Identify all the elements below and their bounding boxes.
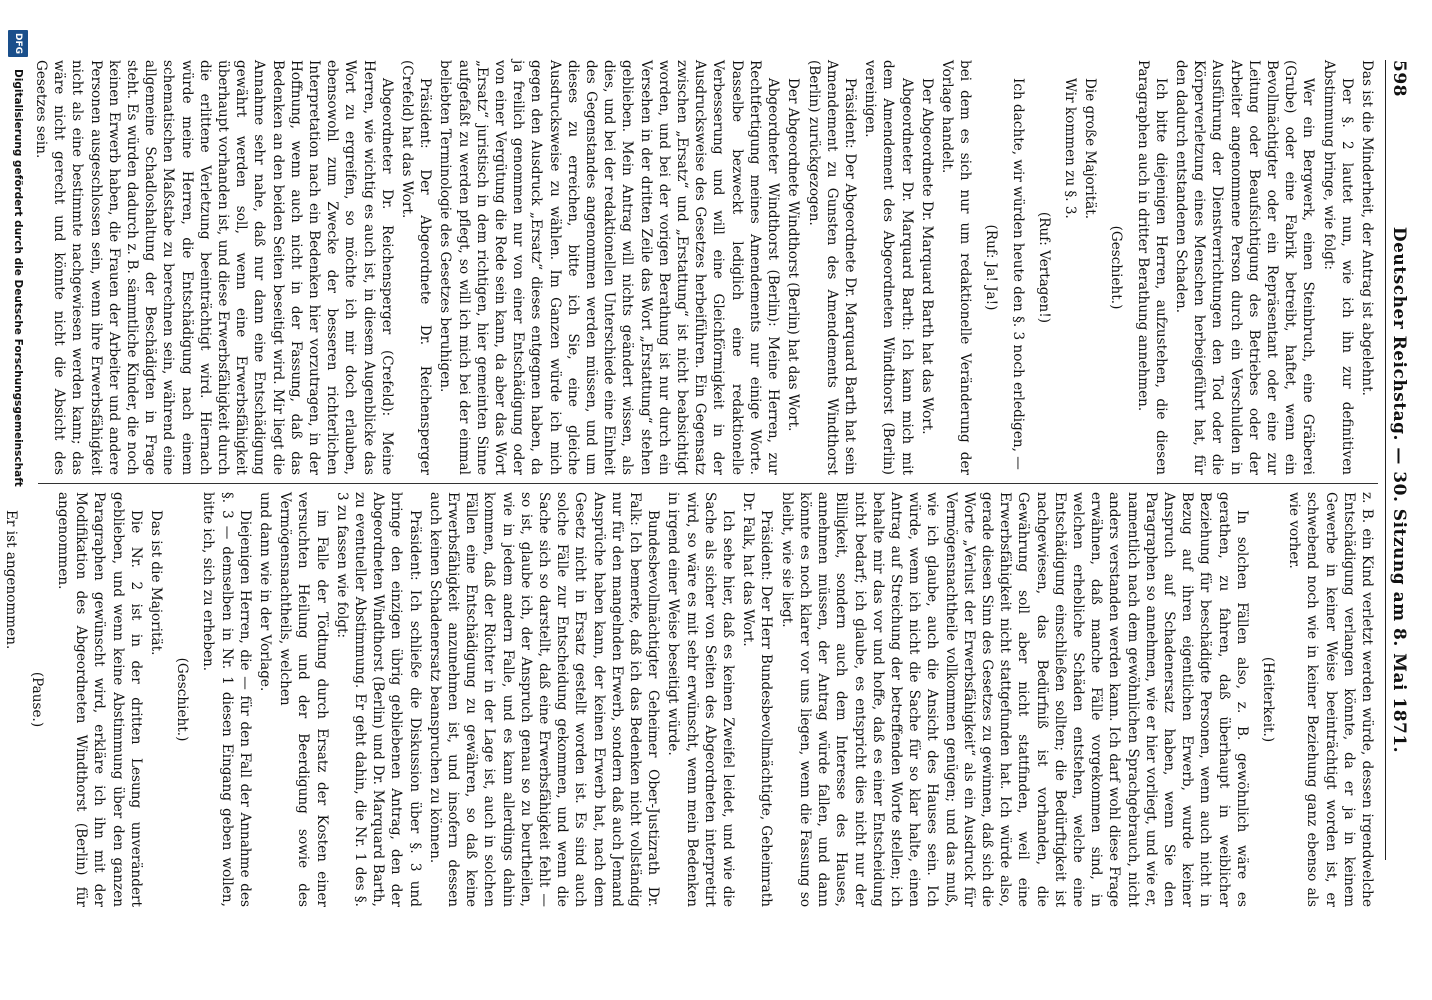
header-rule [1385,60,1386,860]
quoted-law-text: Wer ein Bergwerk, einen Steinbruch, eine Gräberei (Grube) oder eine Fabrik betreibt, haftet, wenn ein Bevollmächtigter oder ein Repräsentant oder eine zur Leitung oder Beaufsichtigung des Betriebes oder der Arbeiter angenommene Person durch ein Verschulden in Ausführung der Dienstverrichtungen den Tod oder die Körperverletzung eines Menschen herbeigeführt hat, für den dadurch entstandenen Schaden. [1172,60,1317,475]
digitization-credit: Digitalisierung gefördert durch die Deutsche Forschungsgemeinschaft [12,69,24,487]
page-header [1390,60,1426,860]
stage-direction: (Ruf: Vertagen!) [1035,211,1052,324]
left-column [32,60,1376,475]
right-column [2,492,1376,907]
speech-paragraph: Präsident: Ich schließe die Diskussion über §. 3 und bringe den einzigen übrig gebliebenen Antrag, den der Abgeordneten Windthorst (Berlin) und Dr. Marquard Barth, zu eventueller Abstimmung. Er geht dahin, die Nr. 1 des §. 3 zu fassen wie folgt: [333,492,423,907]
speech-paragraph: Präsident: Der Herr Bundesbevollmächtigte, Geheimrath Dr. Falk, hat das Wort. [740,492,775,907]
stage-direction: (Ruf: Ja! Ja!) [983,224,1000,311]
paragraph: Er ist angenommen. [2,510,19,650]
stage-direction: (Geschieht.) [1108,225,1125,310]
paragraph: Wir kommen zu §. 3. [1061,78,1078,219]
page-number: 598 [1389,60,1410,97]
paragraph: Die große Majorität. [1082,78,1099,220]
paragraph: z. B. ein Kind verletzt werden würde, dessen irgendwelche Entschädigung verlangen könnte, da er ja in keinem Gewerbe in keiner Weise beeinträchtigt worden ist, er schwebend noch wie in keiner Beziehung ganz ebenso als wie vorher. [1286,492,1375,907]
speech-paragraph: Präsident: Der Abgeordnete Dr. Reichensperger (Crefeld) hat das Wort. [399,60,434,475]
paragraph: In solchen Fällen also, z. B. gewöhnlich wäre es gerathen, zu fahren, daß überhaupt in weiblicher Beziehung für beschädigte Personen, wenn auch nicht in Bezug auf ihren eigentlichen Erwerb, wurde keiner Anspruch auf Schadenersatz haben, wenn Sie den Paragraphen so annehmen, wie er hier vorliegt, und wie er, namentlich nach dem gewöhnlichen Sprachgebrauch, nicht anders verstanden werden kann. Ich darf wohl diese Frage erwähnen, daß manche Fälle vorgekommen sind, in welchen erhebliche Schäden entstehen, welche eine Entschädigung einschließen sollten; die Bedürftigkeit ist nachgewiesen, das Bedürfniß ist vorhanden, die Gewährung soll aber nicht stattfinden, weil eine Erwerbsfähigkeit nicht stattgefunden hat. Ich würde also, gerade diesen Sinn des Gesetzes zu gewinnen, daß sich die Worte „Verlust der Erwerbsfähigkeit“ als ein Ausdruck für Vermögensnachtheile vollkommen genügen; und das muß, wie ich glaube, auch die Ansicht des Hauses sein. Ich würde, wenn ich nicht die Sache für so klar halte, einen Antrag auf Streichung der betreffenden Worte stellen; ich behalte mir das vor und hoffe, daß es einer Entscheidung nicht bedarf; ich glaube, es entspricht dies nicht nur der Billigkeit, sondern auch dem Interesse des Hauses, annehmen müssen, der Antrag würde fallen, und dann könnte es noch klarer vor uns liegen, wenn die Fassung so bleibt, wie sie liegt. [778,492,1250,907]
speech-paragraph: Abgeordneter Dr. Reichensperger (Crefeld): Meine Herren, wie wichtig es auch ist, in diesem Augenblicke das Wort zu ergreifen, so möchte ich mir doch erlauben, ebensowohl zum Zwecke der besseren richterlichen Interpretation nach ein Bedenken hier vorzutragen, in der Hoffnung, wenn auch nicht in der Fassung, daß das Bedenken an den beiden Seiten beseitigt wird. Mir liegt die Annahme sehr nahe, daß nur dann eine Entschädigung gewährt werden soll, wenn eine Erwerbsfähigkeit überhaupt vorhanden ist, und diese Erwerbsfähigkeit durch die erlittene Verletzung beeinträchtigt wird. Hiernach würde meine Herren, die Entschädigung nach einem schematischen Maßstabe zu berechnen sein, während eine allgemeine Schadloshaltung der Beschädigten in Frage steht. Es würden dadurch z. B. sämmtliche Kinder, die noch keinen Erwerb haben, die Frauen der Arbeiter und andere Personen ausgeschlossen sein, wenn ihre Erwerbsfähigkeit nicht als eine bestimmte nachgewiesen werden kann; das wäre nicht gerecht und könnte nicht die Absicht des Gesetzes sein. [32,60,395,475]
speech-paragraph: Bundesbevollmächtigter Geheimer Ober-Justizrath Dr. Falk: Ich bemerke, daß ich das Bedenken nicht vollständig nur für den mangelnden Erwerb, sondern daß auch Jemand Ansprüche haben kann, der keinen Erwerb hat, nach dem Gesetz nicht in Ersatz gestellt worden ist. Es sind auch solche Fälle zur Entscheidung gekommen, und wenn die Sache sich so darstellt, daß eine Erwerbsfähigkeit fehlt — so ist, glaube ich, der Anspruch genau so zu beurtheilen, wie in jedem andern Falle, und es kann allerdings dahin kommen, daß der Richter in der Lage ist, auch in solchen Fällen eine Entschädigung zu gewähren, so daß keine Erwerbsfähigkeit anzunehmen ist, und insofern dessen auch keinen Schadenersatz beanspruchen zu können. [426,492,662,907]
stage-direction: (Geschieht.) [174,657,191,742]
paragraph: Ich bitte diejenigen Herren, aufzustehen, die diesen Paragraphen auch in dritter Berathung annehmen. [1134,60,1169,475]
dfg-logo: DFG [8,30,28,57]
paragraph: und dann wie in der Vorlage. [257,492,274,692]
paragraph: Der Abgeordnete Windthorst (Berlin) hat das Wort. [785,78,802,432]
stage-direction: (Pause.) [28,671,45,728]
digitization-footer [8,30,28,990]
speech-paragraph: Präsident: Der Abgeordnete Dr. Marquard Barth hat sein Amendement zu Gunsten des Amendements Windthorst (Berlin) zurückgezogen. [805,60,858,475]
speech-paragraph: Abgeordneter Dr. Marquard Barth: Ich kann mich mit dem Amendement des Abgeordneten Windthorst (Berlin) vereinigen. [862,60,915,475]
quoted-law-text: im Falle der Tödtung durch Ersatz der Kosten einer versuchten Heilung und der Beerdigung sowie des Vermögensnachtheils, welchen [277,492,330,907]
speech-paragraph: Abgeordneter Windthorst (Berlin): Meine Herren, zur Rechtfertigung meines Amendements nur einige Worte. Dasselbe bezweckt lediglich eine redaktionelle Verbesserung und will eine Gleichförmigkeit in der Ausdrucksweise des Gesetzes herbeiführen. Ein Gegensatz zwischen „Ersatz“ und „Erstattung“ ist nicht beabsichtigt worden, und bei der vorigen Berathung ist nur durch ein Versehen in der dritten Zeile das Wort „Erstattung“ stehen geblieben. Mein Antrag will nichts geändert wissen, als dies, und bei der redaktionellen Unterschiede eine Einheit des Gegenstandes angenommen werden müssen, und um dieses zu erreichen, bitte ich Sie, eine gleiche Ausdrucksweise zu wählen. Im Ganzen würde ich mich gegen den Ausdruck „Ersatz“ dieses entgegnen haben, da ja freilich genommen nur von einer Entschädigung oder von einer Vergütung die Rede sein kann, da aber das Wort „Ersatz“ juristisch in dem richtigen, hier gemeinten Sinne aufgefaßt zu werden pflegt, so will ich mich bei der einmal beliebten Terminologie des Gesetzes beruhigen. [437,60,782,475]
paragraph: Ich dachte, wir würden heute den §. 3 noch erledigen, — [1009,78,1026,470]
paragraph: Der Abgeordnete Dr. Marquard Barth hat das Wort. [918,78,935,435]
paragraph: Das ist die Minderheit, der Antrag ist abgelehnt. [1359,60,1375,396]
paragraph: Das ist die Majorität. [148,510,164,656]
paragraph: Ich sehe hier, daß es keinen Zweifel leidet, und wie die Sache als sicher von Seiten des Abgeordneten interpretirt wird, so wäre es mit sehr erwünscht, wenn mein Bedenken in irgend einer Weise beseitigt würde. [665,492,737,907]
paragraph: Diejenigen Herren, die — für den Fall der Annahme des §. 3 — demselben in Nr. 1 diesen Eingang geben wollen, bitte ich, sich zu erheben. [200,492,253,907]
stage-direction: (Heiterkeit.) [1259,656,1276,743]
paragraph: bei dem es sich nur um redaktionelle Veränderung der Vorlage handelt. [938,60,974,475]
paragraph: Die Nr. 2 ist in der dritten Lesung unverändert geblieben, und wenn keine Abstimmung über den ganzen Paragraphen gewünscht wird, erkläre ich ihn mit der Modifikation des Abgeordneten Windthorst (Berlin) für angenommen. [54,492,144,907]
page-title: Deutscher Reichstag. — 30. Sitzung am 8. Mai 1871. [1389,226,1410,754]
paragraph: Der §. 2 lautet nun, wie ich ihn zur definitiven Abstimmung bringe, wie folgt: [1320,60,1355,475]
column-divider [38,483,1378,484]
